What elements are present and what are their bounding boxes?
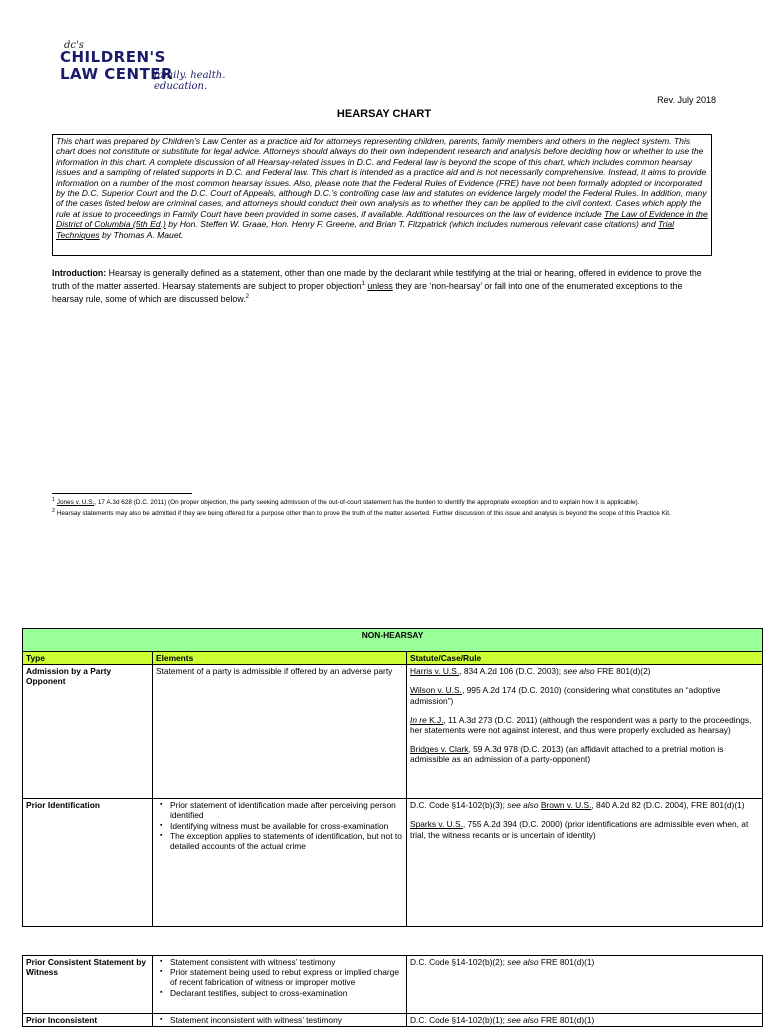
logo-tagline: family. health. education. — [154, 70, 226, 92]
table-banner: NON-HEARSAY — [23, 629, 763, 652]
footnote-1 — [52, 496, 717, 507]
footnote-text: , 17 A.3d 628 (D.C. 2011) (On proper objection, the party seeking admission of the out-of-court statement has the burden to identify the appropriate exception and to explain how it is applicable). — [94, 499, 640, 507]
citation — [410, 800, 759, 810]
footnotes — [52, 496, 717, 518]
disclaimer-text: This chart was prepared by Children’s Law Center as a practice aid for attorneys representing children, parents, family members and others in the neglect system. This chart does not constitute or substitute for legal advice. Attorneys should always do their own independent research and analysis before deciding how or whether to use the information in this chart. A complete discussion of all Hearsay-related issues in D.C. and Federal law is beyond the scope of this chart, which includes common hearsay issues and a sampling of related supports in D.C. and Federal law. This chart is intended as a practice aid and is not necessarily comprehensive. Instead, it aims to provide information on a number of the most common hearsay issues. Also, please note that the Federal Rules of Evidence (FRE) have not been formally adopted or incorporated by the D.C. Superior Court and the D.C. Court of Appeals, although D.C.’s controlling case law and statutes on evidence largely model the Federal Rules. In addition, many of the cases listed below are criminal cases, and attorneys should conduct their own analysis as to whether they can be applied to the civil context. Cases which apply the rule at issue to proceedings in Family Court have been provided in some cases, if available. Additional resources on the law of evidence include — [56, 136, 707, 219]
non-hearsay-table-continued — [22, 955, 763, 1027]
footnote-ref-1: 1 — [361, 281, 365, 287]
citation-text: , 11 A.3d 273 (D.C. 2011) (although the respondent was a party to the proceedings, her statements were not against interest, and thus were properly excluded as hearsay) — [410, 714, 752, 736]
list-item: ▪ Statement inconsistent with witness’ testimony — [170, 1015, 403, 1025]
disclaimer-text-mid: by Hon. Steffen W. Graae, Hon. Henry F. Greene, and Brian T. Fitzpatrick (which includes numerous relevant case citations) and — [165, 219, 658, 230]
list-item: ▪ The exception applies to statements of identification, but not to detailed accounts of the actual crime — [170, 831, 403, 851]
row-type: Prior Identification — [23, 799, 153, 927]
row-elements — [153, 799, 407, 927]
citation-text: , 59 A.3d 978 (D.C. 2013) (an affidavit attached to a pretrial motion is admissible as an admission of a party-opponent) — [410, 744, 724, 765]
citation-text: FRE 801(d)(2) — [594, 666, 651, 677]
footnote-2 — [52, 507, 717, 518]
column-header-type: Type — [23, 652, 153, 665]
column-header-elements: Elements — [153, 652, 407, 665]
footnote-ref-2: 2 — [245, 293, 249, 300]
introduction-paragraph — [52, 268, 712, 305]
row-elements — [153, 1014, 407, 1027]
citation-text: , 834 A.2d 106 (D.C. 2003); — [459, 666, 564, 677]
intro-unless: unless — [367, 280, 393, 291]
case-name: Harris v. U.S. — [410, 666, 460, 677]
see-also: see also — [563, 666, 595, 677]
table-row — [23, 799, 763, 927]
table-banner-row — [23, 629, 763, 652]
citation — [410, 685, 759, 705]
table-row — [23, 956, 763, 1014]
table-header-row — [23, 652, 763, 665]
row-elements: Statement of a party is admissible if offered by an adverse party — [153, 665, 407, 799]
logo-line-2: LAW CENTER — [60, 65, 174, 83]
row-type: Admission by a Party Opponent — [23, 665, 153, 799]
intro-label: Introduction: — [52, 268, 107, 278]
case-name: Sparks v. U.S. — [410, 819, 463, 830]
document-title: HEARSAY CHART — [336, 108, 432, 120]
list-item: ▪ Statement consistent with witness’ testimony — [170, 957, 403, 967]
list-item: ▪ Identifying witness must be available for cross-examination — [170, 821, 403, 831]
case-name: K.J. — [426, 714, 444, 725]
footnote-text: Hearsay statements may also be admitted if they are being offered for a purpose other than to prove the truth of the matter asserted. Further discussion of this issue and analysis is beyond the scope of this Practice Kit. — [56, 510, 671, 518]
citation — [410, 819, 759, 839]
book-title-evidence: The Law of Evidence in the District of Columbia (5th Ed.) — [56, 208, 708, 230]
intro-text-a: Hearsay is generally defined as a statement, other than one made by the declarant while testifying at the trial or hearing, offered in evidence to prove the truth of the matter asserted. Hearsay statements are subject to proper objection — [52, 268, 702, 291]
citation — [410, 715, 759, 735]
list-item: ▪ Prior statement of identification made after perceiving person identified — [170, 800, 403, 820]
row-citations — [407, 665, 763, 799]
see-also: see also — [507, 800, 539, 811]
footnote-case: Jones v. U.S. — [56, 499, 95, 507]
row-type: Prior Consistent Statement by Witness — [23, 956, 153, 1014]
footnote-divider — [52, 493, 192, 494]
childrens-law-center-logo — [58, 40, 243, 96]
citation-text: D.C. Code §14-102(b)(2); — [410, 957, 508, 967]
row-citations — [407, 1014, 763, 1027]
footnote-number: 2 — [52, 508, 55, 515]
intro-text-b: they are ‘non-hearsay’ or fall into one of the enumerated exceptions to the hearsay rule, some of which are discussed below. — [52, 280, 683, 304]
book-title-trial: Trial Techniques — [56, 219, 675, 240]
logo-prefix: dc's — [64, 40, 84, 51]
citation — [410, 666, 759, 676]
table-row — [23, 1014, 763, 1027]
citation-text: FRE 801(d)(1) — [538, 1015, 595, 1025]
logo-line-1: CHILDREN'S — [60, 48, 166, 66]
disclaimer-box — [52, 134, 712, 256]
citation-text: FRE 801(d)(1) — [538, 957, 595, 967]
citation-text: D.C. Code §14-102(b)(3); — [410, 800, 508, 811]
citation-text: D.C. Code §14-102(b)(1); — [410, 1015, 508, 1025]
case-name-italic: In re — [410, 714, 427, 725]
list-item: ▪ Prior statement being used to rebut express or implied charge of recent fabrication of witness or improper motive — [170, 967, 403, 987]
see-also: see also — [507, 957, 539, 967]
elements-list — [156, 800, 403, 851]
citation-text: , 755 A.2d 394 (D.C. 2000) (prior identifications are admissible even when, at trial, the witness recants or is uncertain of identity) — [410, 819, 749, 840]
disclaimer-text-end: by Thomas A. Mauet. — [99, 229, 184, 240]
list-item: ▪ Declarant testifies, subject to cross-examination — [170, 988, 403, 998]
row-citations — [407, 956, 763, 1014]
revision-date: Rev. July 2018 — [657, 95, 716, 105]
case-name: Bridges v. Clark — [410, 744, 469, 755]
elements-list — [156, 957, 403, 998]
case-name: Brown v. U.S. — [540, 800, 592, 811]
citation — [410, 957, 759, 967]
citation — [410, 744, 759, 764]
footnote-number: 1 — [52, 497, 55, 503]
see-also: see also — [507, 1015, 539, 1025]
case-name: Wilson v. U.S. — [410, 685, 462, 696]
table-row — [23, 665, 763, 799]
column-header-statute: Statute/Case/Rule — [407, 652, 763, 665]
row-citations — [407, 799, 763, 927]
citation-text: , 840 A.2d 82 (D.C. 2004), FRE 801(d)(1) — [591, 800, 745, 811]
citation-text: , 995 A.2d 174 (D.C. 2010) (considering what constitutes an “adoptive admission”) — [410, 685, 721, 706]
non-hearsay-table — [22, 628, 763, 927]
row-type: Prior Inconsistent — [23, 1014, 153, 1027]
row-elements — [153, 956, 407, 1014]
